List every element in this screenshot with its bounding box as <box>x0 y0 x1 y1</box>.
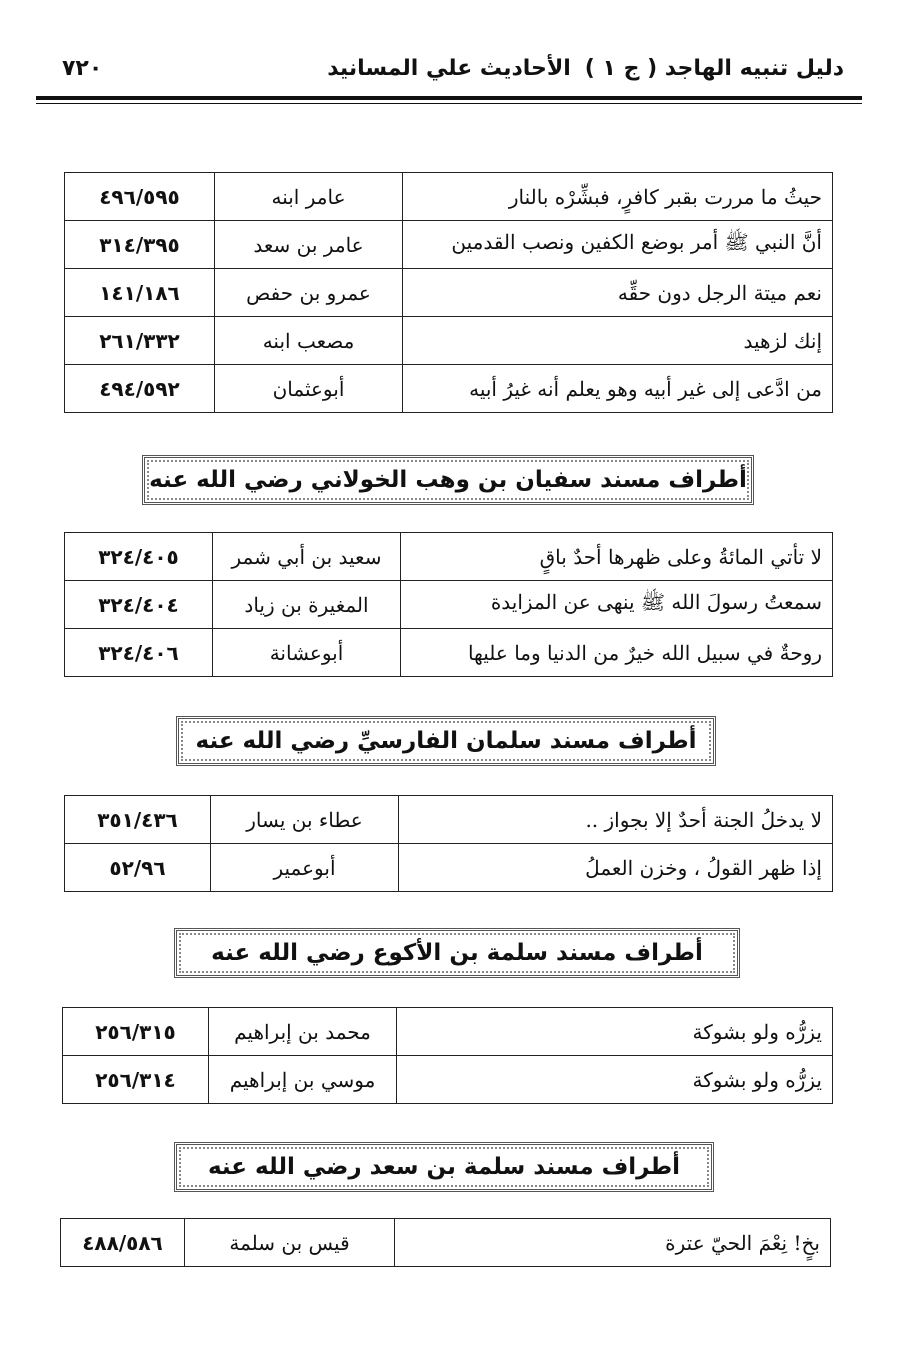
narrator: المغيرة بن زياد <box>213 581 401 629</box>
hadith-table-2 <box>64 532 833 677</box>
reference-number: ٤٩٤/٥٩٢ <box>65 365 215 413</box>
hadith-table-1 <box>64 172 833 413</box>
narrator: سعيد بن أبي شمر <box>213 533 401 581</box>
narrator: عمرو بن حفص <box>215 269 403 317</box>
table-row <box>65 221 833 269</box>
table-row <box>61 1219 831 1267</box>
section-title: أطراف مسند سلمان الفارسيِّ رضي الله عنه <box>176 716 716 766</box>
table-row <box>65 533 833 581</box>
hadith-table-3 <box>64 795 833 892</box>
hadith-text: إنك لزهيد <box>403 317 833 365</box>
table-row <box>63 1056 833 1104</box>
reference-number: ٣٢٤/٤٠٤ <box>65 581 213 629</box>
section-title: أطراف مسند سفيان بن وهب الخولاني رضي الله عنه <box>142 455 754 505</box>
narrator: عطاء بن يسار <box>211 796 399 844</box>
section-title: أطراف مسند سلمة بن سعد رضي الله عنه <box>174 1142 714 1192</box>
hadith-text: إذا ظهر القولُ ، وخزن العملُ <box>399 844 833 892</box>
hadith-text: من ادَّعى إلى غير أبيه وهو يعلم أنه غيرُ أبيه <box>403 365 833 413</box>
reference-number: ٥٢/٩٦ <box>65 844 211 892</box>
reference-number: ٢٥٦/٣١٥ <box>63 1008 209 1056</box>
narrator: أبوعشانة <box>213 629 401 677</box>
hadith-text: أنَّ النبي ﷺ أمر بوضع الكفين ونصب القدمين <box>403 221 833 269</box>
reference-number: ٣١٤/٣٩٥ <box>65 221 215 269</box>
table-row <box>65 173 833 221</box>
running-section-title: الأحاديث علي المسانيد <box>327 56 571 81</box>
narrator: محمد بن إبراهيم <box>209 1008 397 1056</box>
section-title: أطراف مسند سلمة بن الأكوع رضي الله عنه <box>174 928 740 978</box>
narrator: موسي بن إبراهيم <box>209 1056 397 1104</box>
page-header <box>36 52 862 92</box>
reference-number: ٣٥١/٤٣٦ <box>65 796 211 844</box>
narrator: أبوعثمان <box>215 365 403 413</box>
reference-number: ٤٨٨/٥٨٦ <box>61 1219 185 1267</box>
hadith-table-4 <box>62 1007 833 1104</box>
hadith-text: حيثُ ما مررت بقبر كافرٍ، فبشِّرْه بالنار <box>403 173 833 221</box>
narrator: عامر بن سعد <box>215 221 403 269</box>
table-row <box>65 629 833 677</box>
hadith-text: نعم ميتة الرجل دون حقِّه <box>403 269 833 317</box>
hadith-text: يزرُّه ولو بشوكة <box>397 1008 833 1056</box>
table-row <box>65 844 833 892</box>
hadith-text: بخٍ! نِعْمَ الحيّ عترة <box>395 1219 831 1267</box>
table-row <box>63 1008 833 1056</box>
narrator: قيس بن سلمة <box>185 1219 395 1267</box>
reference-number: ٤٩٦/٥٩٥ <box>65 173 215 221</box>
hadith-text: سمعتُ رسولَ الله ﷺ ينهى عن المزايدة <box>401 581 833 629</box>
hadith-table-5 <box>60 1218 831 1267</box>
table-row <box>65 317 833 365</box>
narrator: مصعب ابنه <box>215 317 403 365</box>
narrator: أبوعمير <box>211 844 399 892</box>
table-row <box>65 796 833 844</box>
page-number: ٧٢٠ <box>62 56 103 81</box>
table-row <box>65 581 833 629</box>
book-title: دليل تنبيه الهاجد ( ج ١ ) <box>584 56 844 81</box>
hadith-text: لا تأتي المائةُ وعلى ظهرها أحدٌ باقٍ <box>401 533 833 581</box>
narrator: عامر ابنه <box>215 173 403 221</box>
reference-number: ٣٢٤/٤٠٦ <box>65 629 213 677</box>
reference-number: ٢٥٦/٣١٤ <box>63 1056 209 1104</box>
table-row <box>65 365 833 413</box>
hadith-text: يزرُّه ولو بشوكة <box>397 1056 833 1104</box>
reference-number: ١٤١/١٨٦ <box>65 269 215 317</box>
reference-number: ٢٦١/٣٣٢ <box>65 317 215 365</box>
hadith-text: لا يدخلُ الجنة أحدٌ إلا بجواز .. <box>399 796 833 844</box>
header-rule-thin <box>36 103 862 104</box>
table-row <box>65 269 833 317</box>
reference-number: ٣٢٤/٤٠٥ <box>65 533 213 581</box>
hadith-text: روحةٌ في سبيل الله خيرٌ من الدنيا وما عليها <box>401 629 833 677</box>
header-rule-thick <box>36 96 862 100</box>
